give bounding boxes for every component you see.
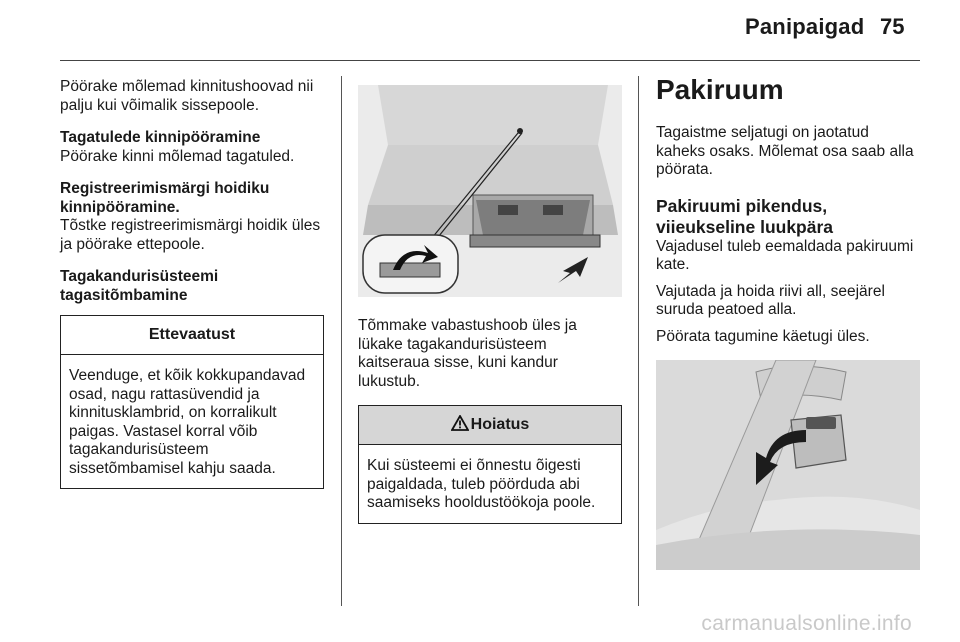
- warning-text: Kui süsteemi ei õnnestu õigesti paigaldada, tuleb pöörduda abi saamiseks hooldustöökoja poole.: [367, 457, 596, 511]
- caution-title: Ettevaatust: [61, 316, 323, 355]
- warning-triangle-icon: [451, 408, 469, 424]
- caution-box: [60, 315, 324, 489]
- page-number: 75: [880, 14, 905, 39]
- figure-rear-seat: [656, 360, 920, 570]
- section-text: Tõstke registreerimismärgi hoidik üles ja pöörake ettepoole.: [60, 217, 321, 253]
- section-title: Pakiruum: [656, 74, 784, 105]
- intro-text: Pöörake mõlemad kinnitushoovad nii palju kui võimalik sissepoole.: [60, 78, 314, 114]
- paragraph-3: Pöörata tagumine käetugi üles.: [656, 327, 870, 345]
- paragraph-2: Vajutada ja hoida riivi all, seejärel suruda peatoed alla.: [656, 282, 885, 318]
- column-divider-right: [638, 76, 639, 606]
- subheading-line1: Pakiruumi pikendus,: [656, 195, 828, 216]
- page-header-title: Panipaigad: [745, 14, 865, 39]
- watermark: carmanualsonline.info: [701, 612, 912, 635]
- figure-tow-bar-carrier: [358, 85, 622, 297]
- paragraph-1: Vajadusel tuleb eemaldada pakiruumi kate.: [656, 237, 914, 273]
- warning-box: [358, 405, 622, 524]
- column-divider-left: [341, 76, 342, 606]
- section-heading-line2: tagasitõmbamine: [60, 286, 188, 304]
- intro-text: Tagaistme seljatugi on jaotatud kaheks osaks. Mõlemat osa saab alla pöörata.: [656, 124, 914, 178]
- warning-title: Hoiatus: [470, 416, 530, 433]
- illustration-seat-armrest: [656, 360, 920, 570]
- middle-column: [358, 85, 622, 524]
- figure-caption: Tõmmake vabastushoob üles ja lükake tagakandurisüsteem kaitseraua sisse, kuni kandur lukustub.: [358, 317, 577, 390]
- subheading-line2: viieukseline luukpära: [656, 216, 834, 237]
- header-rule: [60, 60, 920, 61]
- caution-text: Veenduge, et kõik kokkupandavad osad, nagu rattasüvendid ja kinnitusklambrid, on korralikult paigas. Vastasel korral võib tagakandurisüsteem sissetõmbamisel kahju saada.: [69, 367, 306, 477]
- left-column: [60, 78, 324, 489]
- section-heading-line1: Tagakandurisüsteemi: [60, 268, 219, 285]
- section-heading-line1: Registreerimismärgi hoidiku: [60, 180, 270, 197]
- section-heading: Tagatulede kinnipööramine: [60, 129, 261, 146]
- illustration-rear-bumper-carrier: [358, 85, 622, 297]
- warning-header: [359, 406, 621, 445]
- section-rear-lights: [60, 129, 324, 166]
- section-retract: [60, 268, 324, 305]
- section-heading-line2: kinnipööramine.: [60, 198, 180, 216]
- section-text: Pöörake kinni mõlemad tagatuled.: [60, 147, 295, 165]
- section-plate-holder: [60, 180, 324, 254]
- right-column: [656, 74, 922, 570]
